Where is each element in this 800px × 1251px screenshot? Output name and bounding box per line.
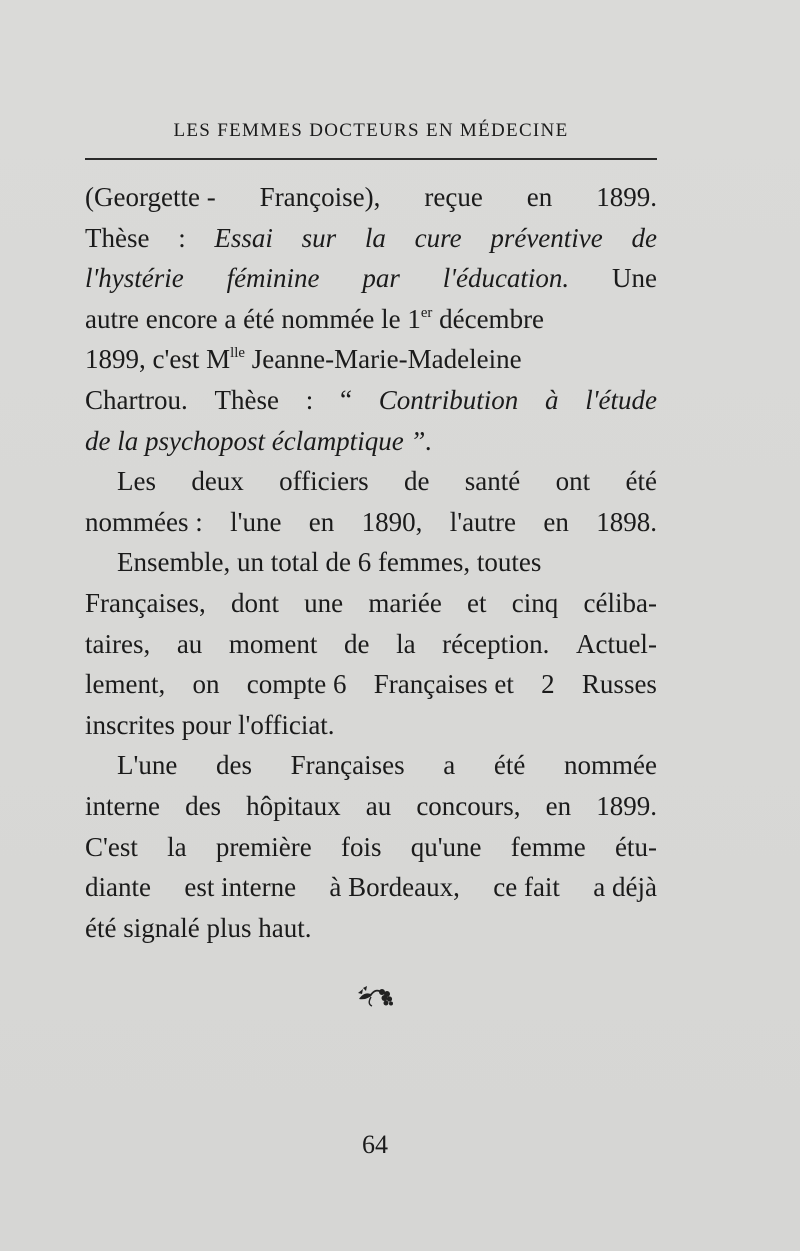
word: Chartrou. bbox=[85, 384, 188, 415]
thesis-title-word: de bbox=[631, 222, 657, 253]
word: Françaises, bbox=[85, 587, 206, 618]
word: est interne bbox=[184, 872, 297, 903]
word: santé bbox=[464, 466, 521, 497]
word: l'une bbox=[230, 506, 282, 537]
word: une bbox=[304, 587, 344, 618]
word: en bbox=[526, 182, 553, 212]
word: : bbox=[178, 222, 186, 253]
word: L'une bbox=[117, 750, 178, 781]
word: de bbox=[403, 466, 430, 497]
word: des bbox=[185, 790, 222, 821]
word: cinq bbox=[511, 587, 559, 618]
vine-leaf-ornament-icon bbox=[355, 984, 397, 1008]
word: qu'une bbox=[410, 831, 482, 862]
word: l'autre bbox=[449, 506, 517, 537]
text-line-5 bbox=[85, 339, 657, 380]
word: au bbox=[176, 628, 203, 659]
text-line-16 bbox=[85, 786, 657, 827]
text-fragment: Jeanne-Marie-Madeleine bbox=[244, 344, 522, 375]
word: C'est bbox=[85, 831, 138, 862]
word: taires, bbox=[85, 628, 151, 659]
text-line-15 bbox=[85, 745, 657, 786]
word: hôpitaux bbox=[246, 790, 341, 821]
thesis-title-word: l'étude bbox=[585, 384, 657, 415]
word: diante bbox=[85, 872, 151, 903]
thesis-title-word: l'éducation. bbox=[442, 263, 570, 294]
text-line-14: inscrites pour l'officiat. bbox=[85, 709, 335, 740]
word: au bbox=[365, 790, 392, 821]
word: ce fait bbox=[493, 872, 560, 903]
word: interne bbox=[85, 790, 160, 821]
word: (Georgette - bbox=[85, 182, 216, 212]
thesis-title-word: féminine bbox=[226, 263, 320, 294]
text-line-4 bbox=[85, 299, 657, 340]
word: fois bbox=[340, 831, 382, 862]
text-line-19: été signalé plus haut. bbox=[85, 912, 312, 943]
word: Les bbox=[117, 466, 156, 497]
thesis-title-word: Essai bbox=[214, 222, 273, 253]
word: Françoise), bbox=[259, 182, 381, 212]
word: en bbox=[308, 506, 335, 537]
word: la bbox=[167, 831, 187, 862]
thesis-title-word: par bbox=[362, 263, 400, 294]
text-line-8 bbox=[85, 461, 657, 502]
text-line-3 bbox=[85, 258, 657, 299]
text-fragment: 1899, c'est M bbox=[85, 344, 231, 375]
word: Françaises bbox=[290, 750, 405, 781]
body-text bbox=[85, 177, 657, 948]
word: à Bordeaux, bbox=[329, 872, 460, 903]
thesis-title-word: préventive bbox=[490, 222, 603, 253]
word: on bbox=[192, 669, 220, 700]
word: nommée bbox=[563, 750, 657, 781]
word: été bbox=[625, 466, 657, 497]
word: la bbox=[396, 628, 416, 659]
word: reçue bbox=[424, 182, 483, 212]
text-line-7: de la psychopost éclamptique ”. bbox=[85, 425, 433, 456]
header-rule bbox=[85, 158, 657, 160]
word: a bbox=[443, 750, 456, 781]
text-line-18 bbox=[85, 867, 657, 908]
text-line-2 bbox=[85, 218, 657, 259]
word: Actuel- bbox=[575, 628, 657, 659]
open-quote: “ bbox=[339, 384, 352, 415]
thesis-title-word: sur bbox=[301, 222, 337, 253]
thesis-title-word: Contribution bbox=[378, 384, 519, 415]
word: 2 bbox=[541, 669, 555, 700]
word: Thèse bbox=[85, 222, 150, 253]
text-line-17 bbox=[85, 827, 657, 868]
text-line-6 bbox=[85, 380, 657, 421]
running-head: LES FEMMES DOCTEURS EN MÉDECINE bbox=[173, 120, 569, 141]
word: été bbox=[493, 750, 526, 781]
thesis-title-word: à bbox=[544, 384, 559, 415]
date-number: 1 bbox=[407, 303, 421, 334]
thesis-title-word: la bbox=[364, 222, 386, 253]
word: nommées : bbox=[85, 506, 203, 537]
word: Russes bbox=[581, 669, 657, 700]
word: 1899. bbox=[596, 790, 657, 821]
word: étu- bbox=[614, 831, 657, 862]
word: officiers bbox=[279, 466, 369, 497]
word: compte 6 bbox=[246, 669, 347, 700]
word: 1899. bbox=[596, 182, 657, 212]
text-line-13 bbox=[85, 664, 657, 705]
word: réception. bbox=[442, 628, 550, 659]
text-line-1 bbox=[85, 177, 657, 218]
word: mariée bbox=[368, 587, 442, 618]
word: Thèse bbox=[214, 384, 279, 415]
word: et bbox=[467, 587, 487, 618]
text-line-9 bbox=[85, 502, 657, 543]
word: : bbox=[305, 384, 314, 415]
text-fragment: décembre bbox=[432, 303, 545, 334]
word: a déjà bbox=[593, 872, 657, 903]
word: deux bbox=[191, 466, 244, 497]
text-line-12 bbox=[85, 624, 657, 665]
word: première bbox=[215, 831, 312, 862]
text-line-11 bbox=[85, 583, 657, 624]
word: femme bbox=[510, 831, 586, 862]
title-superscript: lle bbox=[230, 345, 245, 362]
word: ont bbox=[555, 466, 591, 497]
word: 1890, bbox=[361, 506, 423, 537]
word: moment bbox=[228, 628, 318, 659]
word: en bbox=[543, 506, 569, 537]
text-line-10: Ensemble, un total de 6 femmes, toutes bbox=[117, 547, 542, 578]
word: céliba- bbox=[583, 587, 657, 618]
word: 1898. bbox=[596, 506, 657, 537]
word: dont bbox=[230, 587, 279, 618]
thesis-title-word: l'hystérie bbox=[85, 263, 184, 294]
word: des bbox=[215, 750, 252, 781]
word: Une bbox=[612, 263, 657, 294]
ordinal-superscript: er bbox=[420, 304, 433, 321]
word: lement, bbox=[85, 669, 166, 700]
word: en bbox=[545, 790, 572, 821]
page-number: 64 bbox=[362, 1130, 388, 1159]
text-fragment: autre encore a été nommée le bbox=[85, 303, 408, 334]
thesis-title-word: cure bbox=[414, 222, 462, 253]
word: concours, bbox=[416, 790, 521, 821]
word: de bbox=[344, 628, 370, 659]
word: Françaises et bbox=[373, 669, 514, 700]
